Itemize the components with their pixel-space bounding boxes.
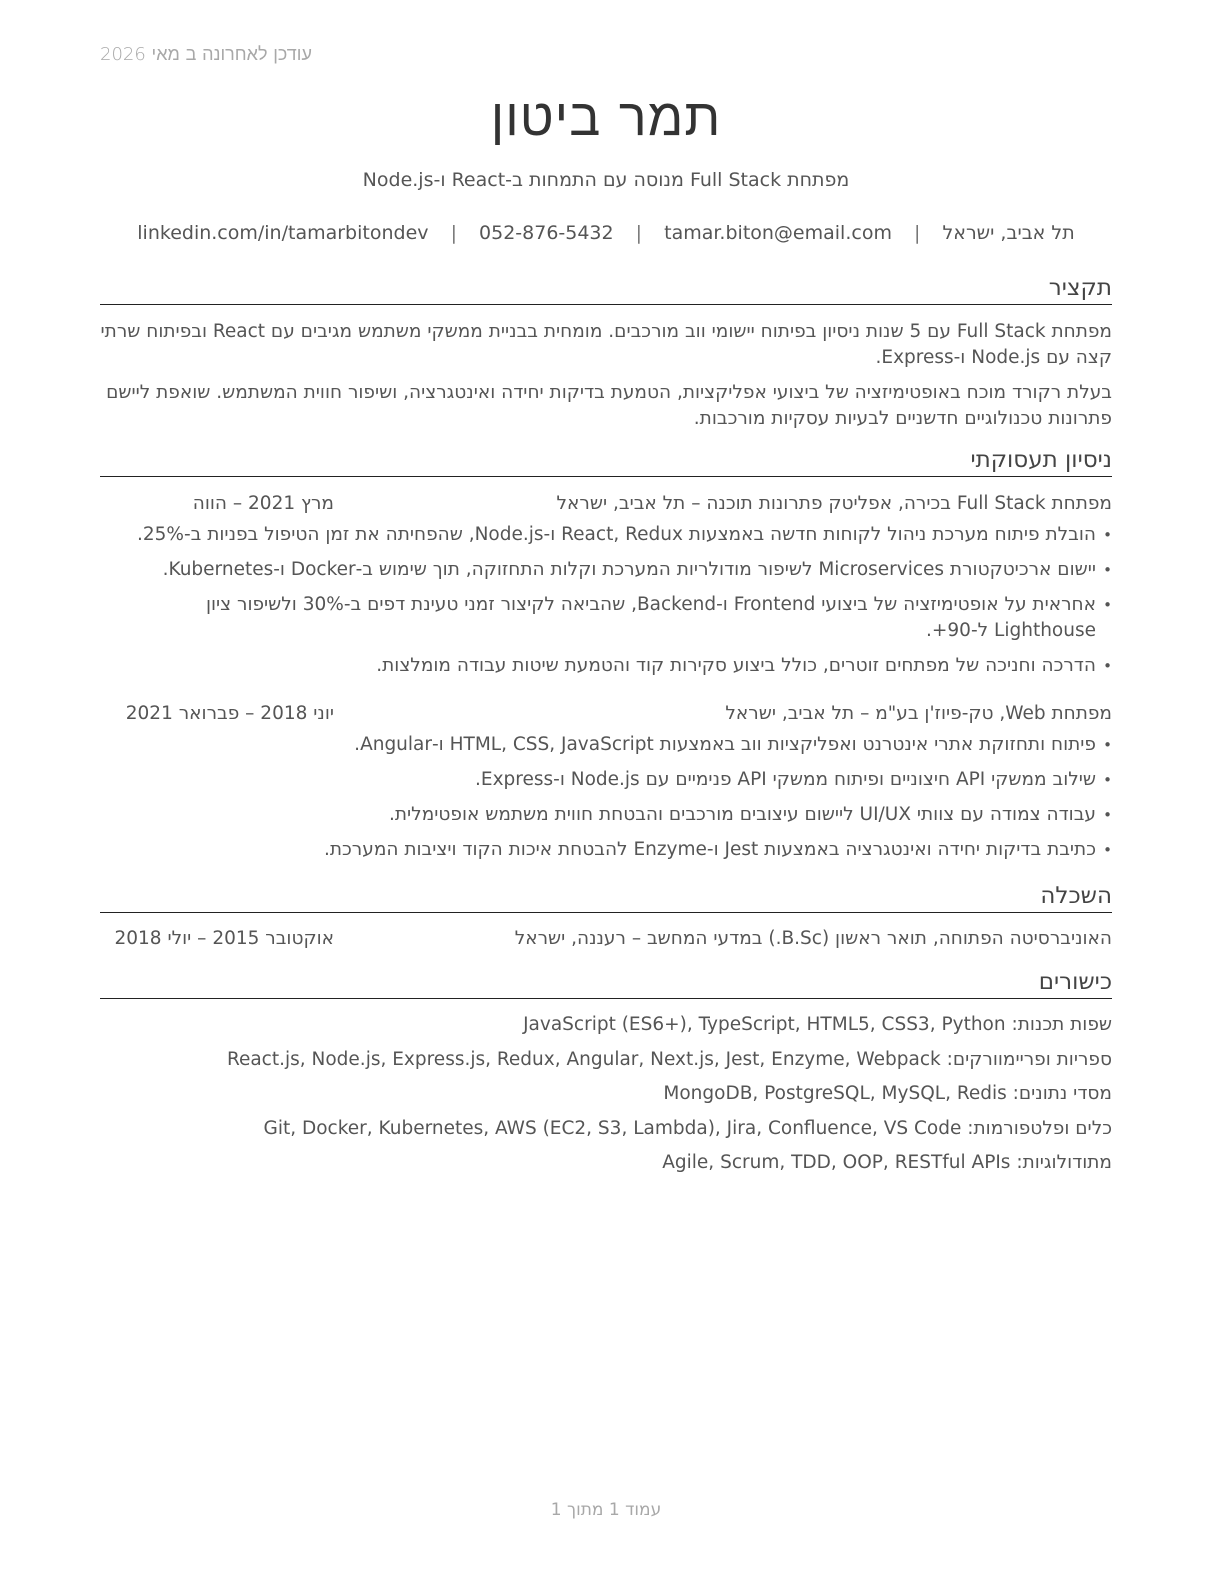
- job-header: [100, 701, 1112, 727]
- job-bullet: • אחראית על אופטימיזציה של ביצועי Frontend ו-Backend, שהביאה לקיצור זמני טעינת דפים ב-30% ולשיפור ציון Lighthouse ל-90+.: [100, 592, 1112, 644]
- skill-item: שפות תכנות: JavaScript (ES6+), TypeScript, HTML5, CSS3, Python: [523, 1014, 1112, 1035]
- skill-item: מסדי נתונים: MongoDB, PostgreSQL, MySQL, Redis: [663, 1083, 1112, 1104]
- job-bullet: • שילוב ממשקי API חיצוניים ופיתוח ממשקי API פנימיים עם Node.js ו-Express.: [100, 767, 1112, 793]
- job-dates: יוני 2018 – פברואר 2021: [125, 703, 334, 724]
- last-updated-text: עודכן לאחרונה ב מאי 2026: [100, 44, 312, 65]
- tagline: מפתחת Full Stack מנוסה עם התמחות ב-React ו-Node.js: [362, 169, 850, 191]
- contact-separator: |: [635, 222, 643, 244]
- education-entry: [100, 926, 1112, 952]
- skill-item: מתודולוגיות: Agile, Scrum, TDD, OOP, RESTful APIs: [662, 1152, 1112, 1173]
- candidate-name: תמר ביטון: [490, 88, 722, 148]
- contact-email[interactable]: tamar.biton@email.com: [664, 222, 892, 244]
- skills-list: [100, 1012, 1112, 1185]
- contact-linkedin[interactable]: linkedin.com/in/tamarbitondev: [137, 222, 429, 244]
- education-dates: אוקטובר 2015 – יולי 2018: [114, 928, 334, 949]
- job-role: מפתחת Web, טק-פיוז'ן בע"מ – תל אביב, ישראל: [725, 703, 1112, 724]
- job-bullet: • הובלת פיתוח מערכת ניהול לקוחות חדשה באמצעות React, Redux ו-Node.js, שהפחיתה את זמן הטיפול בפניות ב-25%.: [100, 522, 1112, 548]
- job-bullets: [100, 522, 1112, 688]
- summary-paragraph: בעלת רקורד מוכח באופטימיזציה של ביצועי אפליקציות, הטמעת בדיקות יחידה ואינטגרציה, ושיפור חווית המשתמש. שואפת ליישם פתרונות טכנולוגיים חדשניים לבעיות עסקיות מורכבות.: [106, 382, 1112, 429]
- last-updated: [100, 44, 1112, 65]
- job-bullet: • יישום ארכיטקטורת Microservices לשיפור מודולריות המערכת וקלות התחזוקה, תוך שימוש ב-Docker ו-Kubernetes.: [100, 557, 1112, 583]
- resume-page: [100, 0, 1112, 1584]
- summary-paragraph: מפתחת Full Stack עם 5 שנות ניסיון בפיתוח יישומי ווב מורכבים. מומחית בבניית ממשקי משתמש מגיבים עם React ובפיתוח שרתי קצה עם Node.js ו-Express.: [100, 321, 1112, 368]
- skill-item: ספריות ופריימוורקים: React.js, Node.js, Express.js, Redux, Angular, Next.js, Jest, Enzyme, Webpack: [226, 1048, 1112, 1070]
- section-title-skills: כישורים: [100, 968, 1112, 999]
- job-bullet: • פיתוח ותחזוקת אתרי אינטרנט ואפליקציות ווב באמצעות HTML, CSS, JavaScript ו-Angular.: [100, 732, 1112, 758]
- section-title-education: השכלה: [100, 882, 1112, 913]
- section-title-summary: תקציר: [100, 274, 1112, 305]
- contact-separator: |: [450, 222, 457, 244]
- job-header: [100, 491, 1112, 517]
- education-degree: האוניברסיטה הפתוחה, תואר ראשון (B.Sc.) במדעי המחשב – רעננה, ישראל: [514, 928, 1112, 949]
- job-bullets: [100, 732, 1112, 872]
- job-bullet: • עבודה צמודה עם צוותי UI/UX ליישום עיצובים מורכבים והבטחת חווית משתמש אופטימלית.: [100, 802, 1112, 828]
- skill-item: כלים ופלטפורמות: Git, Docker, Kubernetes, AWS (EC2, S3, Lambda), Jira, Confluence, VS Code: [263, 1117, 1112, 1139]
- job-dates: מרץ 2021 – הווה: [192, 493, 334, 514]
- job-bullet: • כתיבת בדיקות יחידה ואינטגרציה באמצעות Jest ו-Enzyme להבטחת איכות הקוד ויציבות המערכת.: [100, 837, 1112, 863]
- contact-separator: |: [914, 222, 921, 244]
- contact-phone[interactable]: 052-876-5432: [479, 222, 614, 244]
- job-role: מפתחת Full Stack בכירה, אפליטק פתרונות תוכנה – תל אביב, ישראל: [556, 493, 1112, 514]
- section-title-experience: ניסיון תעסוקתי: [100, 446, 1112, 477]
- contact-line: [100, 222, 1112, 244]
- job-bullet: • הדרכה וחניכה של מפתחים זוטרים, כולל ביצוע סקירות קוד והטמעת שיטות עבודה מומלצות.: [100, 653, 1112, 679]
- page-number: עמוד 1 מתוך 1: [550, 1500, 662, 1520]
- contact-location: תל אביב, ישראל: [942, 222, 1075, 244]
